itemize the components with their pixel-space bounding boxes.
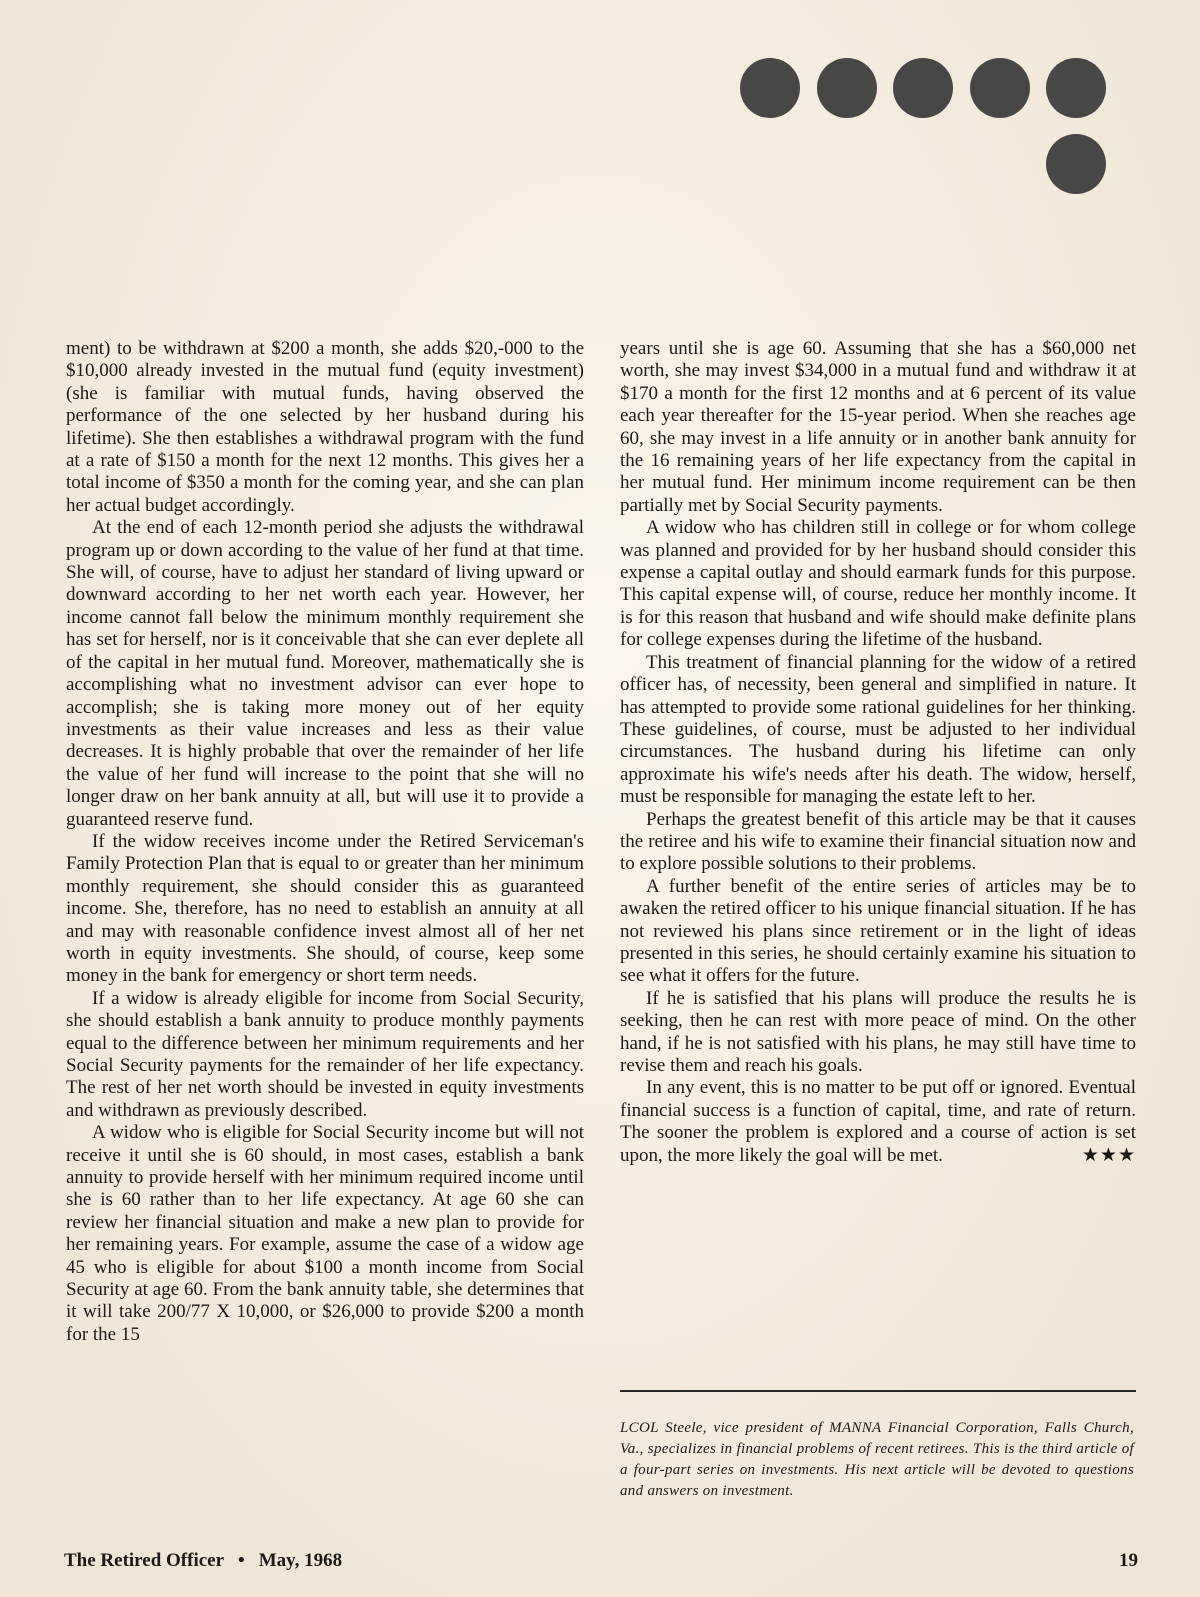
paragraph: If the widow receives income under the Retired Serviceman's Family Protection Plan that is equal to or greater than her minimum monthly requirement, she should consider this as guaranteed income. She, therefore, has no need to establish an annuity at all and may with reasonable confidence invest almost all of her net worth in equity investments. She should, of course, keep some money in the bank for emergency or short term needs. [66,830,584,987]
issue-date: May, 1968 [258,1550,343,1571]
right-column [620,338,1136,1167]
paragraph: ment) to be withdrawn at $200 a month, she adds $20,-000 to the $10,000 already invested in the mutual fund (equity investment) (she is familiar with mutual funds, having observed the performance of the one selected by her husband during his lifetime). She then establishes a withdrawal program with the fund at a rate of $150 a month for the next 12 months. This gives her a total income of $350 a month for the coming year, and she can plan her actual budget accordingly. [66,338,584,516]
divider [620,1390,1136,1392]
paragraph: A widow who has children still in college or for whom college was planned and provided for by her husband should consider this expense a capital outlay and should earmark funds for this purpose. This capital expense will, of course, reduce her monthly income. It is for this reason that husband and wife should make definite plans for college expenses during the lifetime of the husband. [620,517,1136,651]
dot-6 [1046,134,1106,194]
footer-separator: • [238,1550,245,1571]
paragraph: If a widow is already eligible for income from Social Security, she should establish a bank annuity to produce monthly payments equal to the difference between her minimum requirements and her Social Security payments for the remainder of her life expectancy. The rest of her net worth should be invested in equity investments and withdrawn as previously described. [66,987,584,1121]
paragraph: A further benefit of the entire series of articles may be to awaken the retired officer to his unique financial situation. If he has not reviewed his plans since retirement or in the light of ideas presented in this series, he should certainly examine his situation to see what it offers for the future. [620,875,1136,987]
dot-1 [740,58,800,118]
page-footer [64,1550,1138,1572]
page-number: 19 [1119,1550,1138,1571]
dot-3 [893,58,953,118]
paragraph: years until she is age 60. Assuming that she has a $60,000 net worth, she may invest $34,000 in a mutual fund and withdraw it at $170 a month for the first 12 months and at 6 percent of its value each year thereafter for the 15-year period. When she reaches age 60, she may invest in a life annuity or in another bank annuity for the 16 remaining years of her life expectancy from the capital in her mutual fund. Her minimum income requirement can be then partially met by Social Security payments. [620,338,1136,516]
paragraph: A widow who is eligible for Social Security income but will not receive it until she is 60 should, in most cases, establish a bank annuity to provide herself with her minimum required income until she is 60 rather than to her life expectancy. At age 60 she can review her financial situation and make a new plan to provide for her remaining years. For example, assume the case of a widow age 45 who is eligible for about $100 a month income from Social Security at age 60. From the bank annuity table, she determines that it will take 200/77 X 10,000, or $26,000 to provide $200 a month for the 15 [66,1122,584,1345]
dot-5 [1046,58,1106,118]
dot-4 [970,58,1030,118]
left-column [66,338,584,1346]
author-note: LCOL Steele, vice president of MANNA Financial Corporation, Falls Church, Va., specializes in financial problems of recent retirees. This is the third article of a four-part series on investments. His next article will be devoted to questions and answers on investment. [620,1420,1134,1499]
paragraph: This treatment of financial planning for the widow of a retired officer has, of necessity, been general and simplified in nature. It has attempted to provide some rational guidelines for her thinking. These guidelines, of course, must be adjusted to her individual circumstances. The husband during his lifetime can only approximate his wife's needs after his death. The widow, herself, must be responsible for managing the estate left to her. [620,651,1136,808]
paragraph: If he is satisfied that his plans will produce the results he is seeking, then he can rest with more peace of mind. On the other hand, if he is not satisfied with his plans, he may still have time to revise them and reach his goals. [620,987,1136,1076]
paragraph-text: In any event, this is no matter to be put off or ignored. Eventual financial success is a function of capital, time, and rate of return. The sooner the problem is explored and a course of action is set upon, the more likely the goal will be met. [620,1077,1136,1166]
decorative-dots [0,0,1200,200]
paragraph: Perhaps the greatest benefit of this article may be that it causes the retiree and his wife to examine their financial situation now and to explore possible solutions to their problems. [620,808,1136,875]
publication-title: The Retired Officer [64,1550,225,1571]
end-mark-stars: ★★★ [1081,1144,1136,1166]
paragraph: At the end of each 12-month period she adjusts the withdrawal program up or down according to the value of her fund at that time. She will, of course, have to adjust her standard of living upward or downward according to her net worth each year. However, her income cannot fall below the minimum monthly requirement she has set for herself, nor is it conceivable that she can ever deplete all of the capital in her mutual fund. Moreover, mathematically she is accomplishing what no investment advisor can ever hope to accomplish; she is taking more money out of her equity investments as their value increases and less as their value decreases. It is highly probable that over the remainder of her life the value of her fund will increase to the point that she will no longer draw on her bank annuity at all, but will use it to provide a guaranteed reserve fund. [66,517,584,830]
dot-2 [817,58,877,118]
final-paragraph [620,1077,1136,1167]
